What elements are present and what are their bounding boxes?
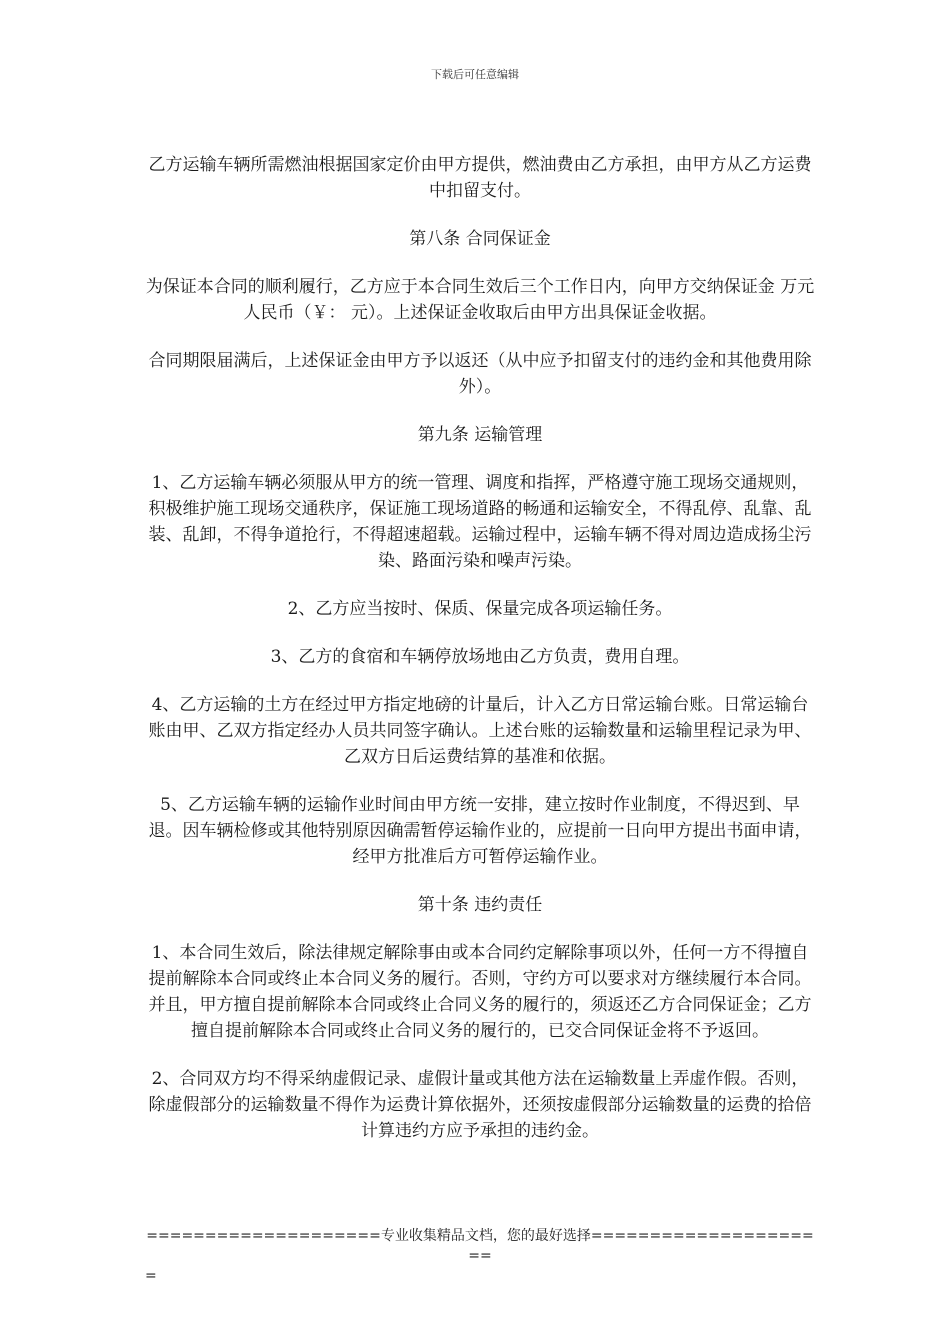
paragraph-transport-2: 2、乙方应当按时、保质、保量完成各项运输任务。	[287, 599, 673, 619]
paragraph-transport-1: 1、乙方运输车辆必须服从甲方的统一管理、调度和指挥，严格遵守施工现场交通规则，积极维护施工现场交通秩序，保证施工现场道路的畅通和运输安全，不得乱停、乱靠、乱装、乱卸，不得争道抢行，不得超速超载。运输过程中，运输车辆不得对周边造成扬尘污染、路面污染和噪声污染。	[148, 473, 812, 571]
paragraph-breach-2: 2、合同双方均不得采纳虚假记录、虚假计量或其他方法在运输数量上弄虚作假。否则，除虚假部分的运输数量不得作为运费计算依据外，还须按虚假部分运输数量的运费的拾倍计算违约方应予承担的违约金。	[148, 1069, 812, 1141]
page-footer	[145, 1226, 815, 1286]
paragraph-deposit-return: 合同期限届满后，上述保证金由甲方予以返还（从中应予扣留支付的违约金和其他费用除外）。	[148, 351, 812, 397]
paragraph-transport-3: 3、乙方的食宿和车辆停放场地由乙方负责，费用自理。	[270, 647, 690, 667]
document-body	[145, 152, 815, 1166]
heading-article-8: 第八条 合同保证金	[409, 229, 551, 249]
paragraph-breach-1: 1、本合同生效后，除法律规定解除事由或本合同约定解除事项以外，任何一方不得擅自提前解除本合同或终止本合同义务的履行。否则，守约方可以要求对方继续履行本合同。并且，甲方擅自提前解除本合同或终止合同义务的履行的，须返还乙方合同保证金；乙方擅自提前解除本合同或终止合同义务的履行的，已交合同保证金将不予返回。	[148, 943, 812, 1041]
footer-banner: ====================专业收集精品文档，您的最好选择=====================	[146, 1228, 814, 1264]
paragraph-fuel: 乙方运输车辆所需燃油根据国家定价由甲方提供，燃油费由乙方承担，由甲方从乙方运费中扣留支付。	[148, 155, 812, 201]
paragraph-deposit: 为保证本合同的顺利履行，乙方应于本合同生效后三个工作日内，向甲方交纳保证金 万元人民币（￥： 元）。上述保证金收取后由甲方出具保证金收据。	[145, 277, 815, 323]
heading-article-10: 第十条 违约责任	[417, 895, 543, 915]
paragraph-transport-4: 4、乙方运输的土方在经过甲方指定地磅的计量后，计入乙方日常运输台账。日常运输台账由甲、乙双方指定经办人员共同签字确认。上述台账的运输数量和运输里程记录为甲、乙双方日后运费结算的基准和依据。	[148, 695, 812, 767]
paragraph-transport-5: 5、乙方运输车辆的运输作业时间由甲方统一安排，建立按时作业制度，不得迟到、早退。因车辆检修或其他特别原因确需暂停运输作业的，应提前一日向甲方提出书面申请，经甲方批准后方可暂停运输作业。	[148, 795, 812, 867]
heading-article-9: 第九条 运输管理	[417, 425, 543, 445]
footer-banner-tail: =	[145, 1268, 157, 1284]
page-header-note: 下载后可任意编辑	[431, 68, 519, 81]
